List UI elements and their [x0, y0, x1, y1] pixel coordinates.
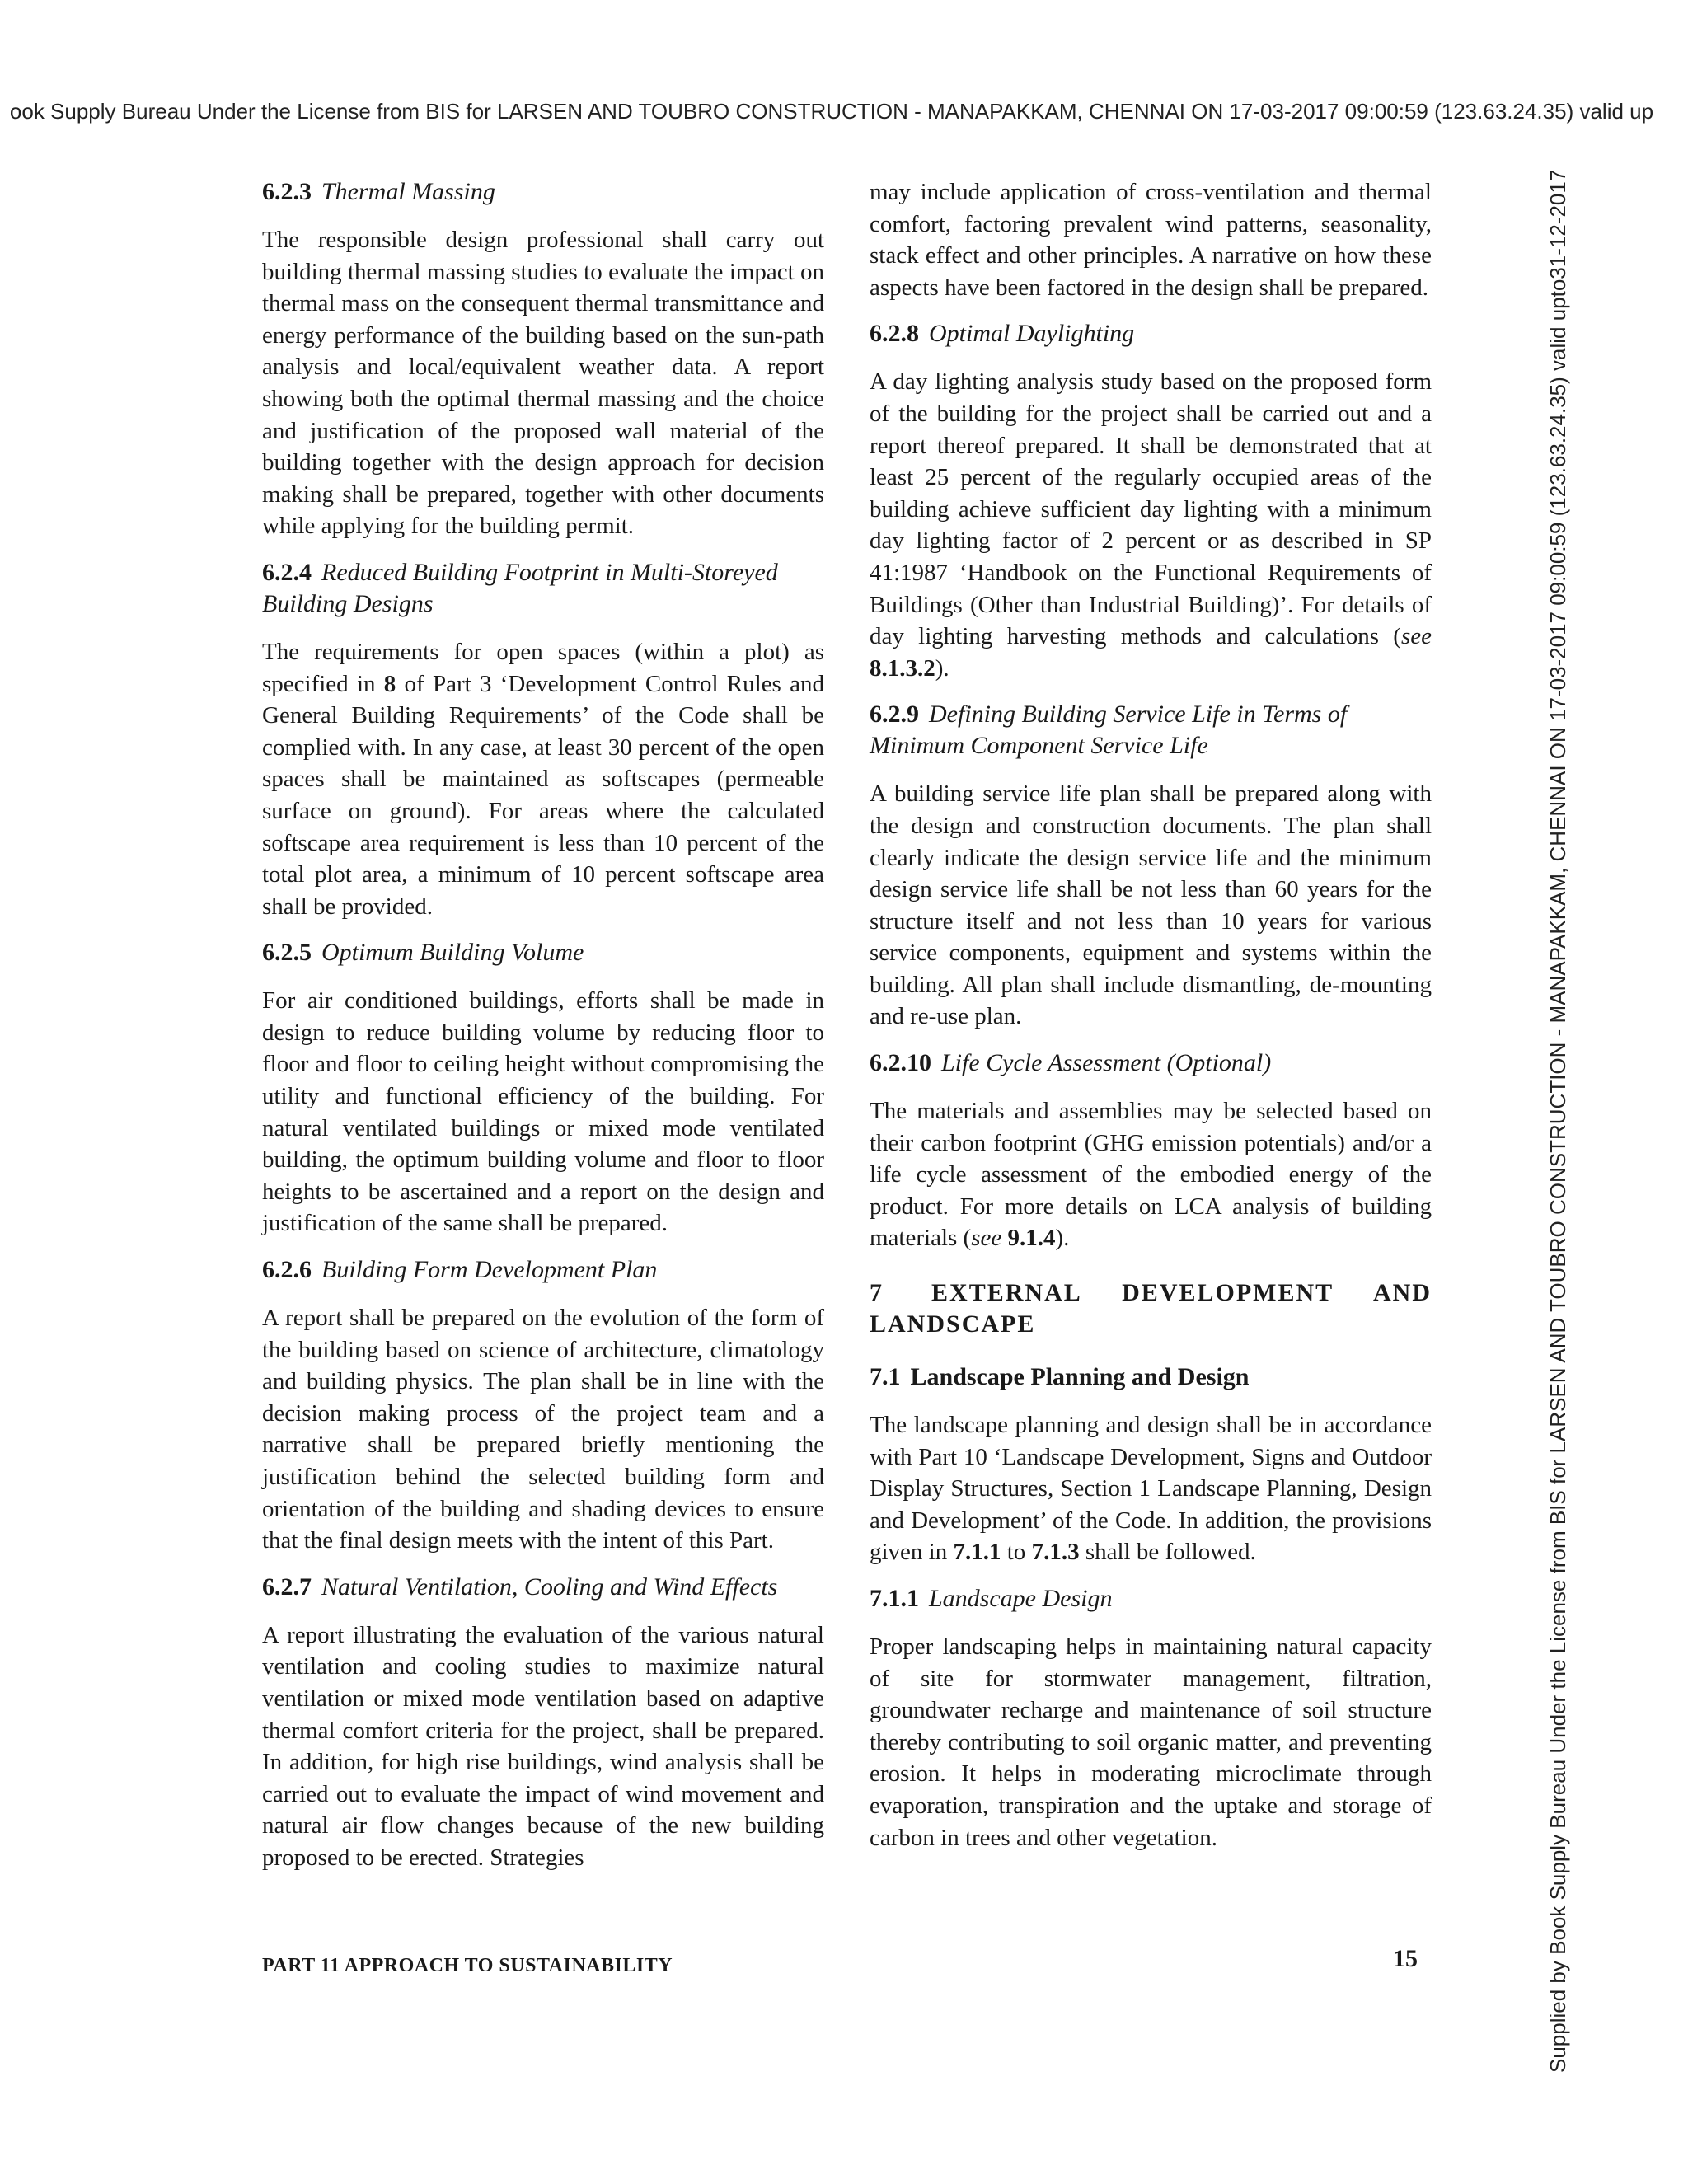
cross-reference: 8.1.3.2 [870, 654, 935, 682]
clause-6-2-10-heading: 6.2.10 Life Cycle Assessment (Optional) [870, 1049, 1272, 1077]
clause-6-2-8-body: A day lighting analysis study based on the proposed form of the building for the project shall be carried out and a report thereof prepared. It shall be demonstrated that at least 25 percent of the regularly occupied areas of the building achieve sufficient day lighting with a minimum day lighting factor of 2 percent or as described in SP 41:1987 ‘Handbook on the Functional Requirements of Buildings (Other than Industrial Building)’. For details of day lighting harvesting methods and calculations (see 8.1.3.2). [870, 368, 1432, 682]
clause-6-2-4-heading: 6.2.4 Reduced Building Footprint in Multi-Storeyed Building Designs [262, 558, 778, 617]
left-column [262, 176, 824, 1889]
section-7-heading: 7 EXTERNAL DEVELOPMENT AND LANDSCAPE [870, 1279, 1432, 1338]
page-number: 15 [1393, 1945, 1418, 1972]
top-license-watermark [0, 99, 1688, 124]
cross-reference: 8 [383, 670, 396, 697]
section-7-1-heading: 7.1 Landscape Planning and Design [870, 1363, 1250, 1391]
clause-6-2-3-heading: 6.2.3 Thermal Massing [262, 178, 495, 205]
clause-6-2-9-heading: 6.2.9 Defining Building Service Life in Terms of Minimum Component Service Life [870, 701, 1348, 760]
clause-7-1-1-heading: 7.1.1 Landscape Design [870, 1585, 1113, 1612]
clause-6-2-5-body: For air conditioned buildings, efforts shall be made in design to reduce building volume by reducing floor to floor and floor to ceiling height without compromising the utility and functional efficiency of the building. For natural ventilated buildings or mixed mode ventilated building, the optimum building volume and floor to floor heights to be ascertained and a report on the design and justification of the same shall be prepared. [262, 987, 824, 1237]
section-7-1-body: The landscape planning and design shall be in accordance with Part 10 ‘Landscape Development, Signs and Outdoor Display Structures, Section 1 Landscape Planning, Design and Development’ of the Code. In addition, the provisions given in 7.1.1 to 7.1.3 shall be followed. [870, 1412, 1432, 1566]
clause-6-2-7-body-continued: may include application of cross-ventilation and thermal comfort, factoring prevalent wind patterns, seasonality, stack effect and other principles. A narrative on how these aspects have been factored in the design shall be prepared. [870, 179, 1432, 301]
clause-6-2-7-heading: 6.2.7 Natural Ventilation, Cooling and Wind Effects [262, 1572, 778, 1601]
clause-6-2-6-body: A report shall be prepared on the evolution of the form of the building based on science of architecture, climatology and building physics. The plan shall be in line with the decision making process of the project team and a narrative shall be prepared briefly mentioning the justification behind the selected building form and orientation of the building and shading devices to ensure that the final design meets with the intent of this Part. [262, 1305, 824, 1554]
side-license-watermark: Supplied by Book Supply Bureau Under the License from BIS for LARSEN AND TOUBRO CONSTRUCTION - MANAPAKKAM, CHENNAI ON 17-03-2017 09:00:59 (123.63.24.35) valid upto31-12-2017 [1545, 169, 1570, 2073]
cross-reference: 7.1.1 [953, 1539, 1001, 1566]
top-watermark-text: ook Supply Bureau Under the License from BIS for LARSEN AND TOUBRO CONSTRUCTION - MANAPAKKAM, CHENNAI ON 17-03-2017 09:00:59 (123.63.24.35) valid up [9, 99, 1654, 124]
cross-reference: 9.1.4 [1007, 1225, 1056, 1252]
clause-6-2-5-heading: 6.2.5 Optimum Building Volume [262, 939, 584, 967]
clause-6-2-9-body: A building service life plan shall be prepared along with the design and construction documents. The plan shall clearly indicate the design service life and the minimum design service life shall be not less than 60 years for the structure itself and not less than 10 years for various service components, equipment and systems within the building. All plan shall include dismantling, de-mounting and re-use plan. [870, 780, 1432, 1030]
right-column [870, 176, 1432, 1868]
clause-6-2-7-body: A report illustrating the evaluation of the various natural ventilation and cooling studies to maximize natural ventilation or mixed mode ventilation based on adaptive thermal comfort criteria for the project, shall be prepared. In addition, for high rise buildings, wind analysis shall be carried out to evaluate the impact of wind movement and natural air flow changes because of the new building proposed to be erected. Strategies [262, 1621, 824, 1871]
cross-reference: 7.1.3 [1031, 1539, 1080, 1566]
clause-6-2-4-body: The requirements for open spaces (within a plot) as specified in 8 of Part 3 ‘Development Control Rules and General Building Requirements’ of the Code shall be complied with. In any case, at least 30 percent of the open spaces shall be maintained as softscapes (permeable surface on ground). For areas where the calculated softscape area requirement is less than 10 percent of the total plot area, a minimum of 10 percent softscape area shall be provided. [262, 638, 824, 920]
clause-6-2-8-heading: 6.2.8 Optimal Daylighting [870, 320, 1135, 348]
running-footer-title: PART 11 APPROACH TO SUSTAINABILITY [262, 1955, 673, 1976]
clause-6-2-3-body: The responsible design professional shall carry out building thermal massing studies to evaluate the impact on thermal mass on the consequent thermal transmittance and energy performance of the building based on the sun-path analysis and local/equivalent weather data. A report showing both the optimal thermal massing and the choice and justification of the proposed wall material of the building together with the design approach for decision making shall be prepared, together with other documents while applying for the building permit. [262, 227, 824, 540]
clause-7-1-1-body: Proper landscaping helps in maintaining natural capacity of site for stormwater management, filtration, groundwater recharge and maintenance of soil structure thereby contributing to soil organic matter, and preventing erosion. It helps in moderating microclimate through evaporation, transpiration and the uptake and storage of carbon in trees and other vegetation. [870, 1633, 1432, 1851]
clause-6-2-6-heading: 6.2.6 Building Form Development Plan [262, 1256, 658, 1284]
clause-6-2-10-body: The materials and assemblies may be selected based on their carbon footprint (GHG emission potentials) and/or a life cycle assessment of the embodied energy of the product. For more details on LCA analysis of building materials (see 9.1.4). [870, 1098, 1432, 1252]
